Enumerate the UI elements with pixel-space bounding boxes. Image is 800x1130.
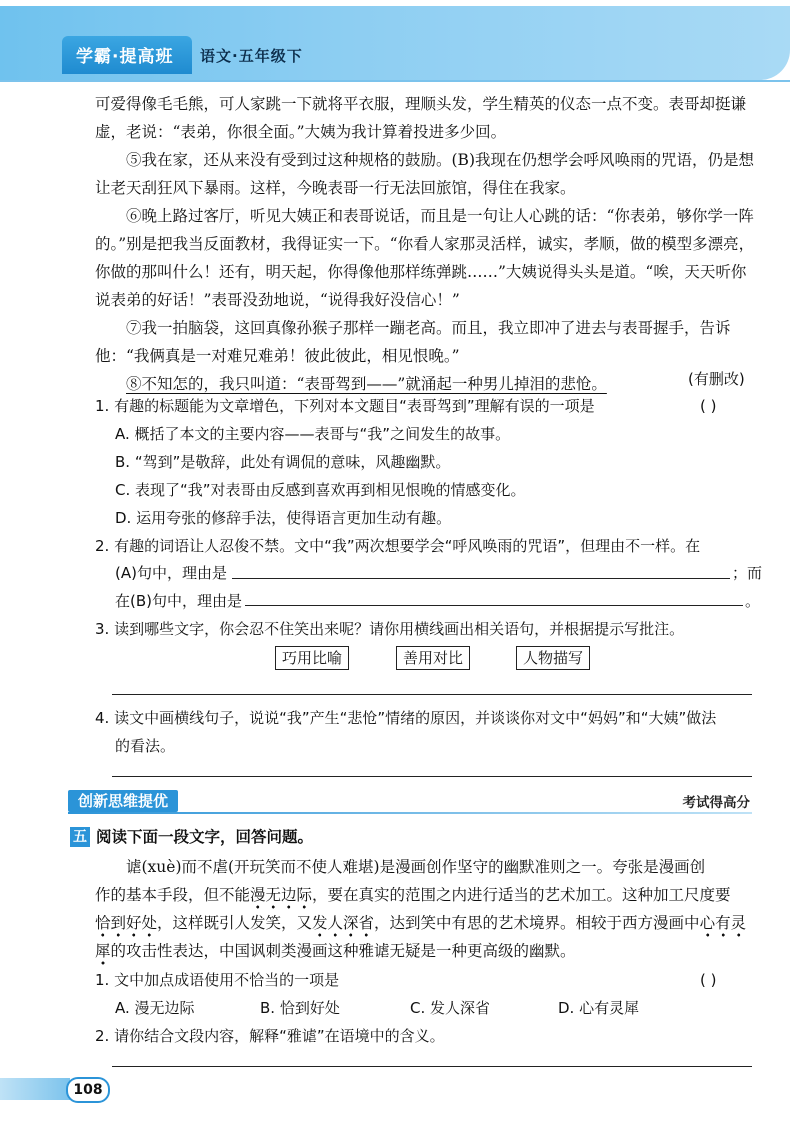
brand-title: 学霸·提高班 (76, 47, 174, 67)
part5-line-4a: 的攻击性表达，中国讽刺类漫画这种雅谑无疑是一种更高级的幽默。 (110, 942, 576, 960)
header-divider (0, 80, 790, 82)
header-banner (0, 0, 800, 88)
q1-option-a[interactable]: A. 概括了本文的主要内容——表哥与“我”之间发生的故事。 (115, 425, 511, 443)
emph-idiom-2: 恰到好处 (95, 914, 157, 938)
q1-option-b[interactable]: B. “驾到”是敬辞，此处有调侃的意味，风趣幽默。 (115, 453, 451, 471)
part5-line-2b: ，要在真实的范围之内进行适当的艺术加工。这种加工尺度要 (312, 886, 731, 904)
part5-line-2a: 作的基本手段，但不能 (95, 886, 251, 904)
answer-line-2b[interactable] (245, 605, 743, 606)
part5-option-d[interactable]: D. 心有灵犀 (558, 999, 640, 1017)
emph-idiom-4a: 心有灵 (700, 914, 747, 938)
tag-contrast: 善用对比 (396, 646, 470, 670)
question-4: 4. 读文中画横线句子，说说“我”产生“悲怆”情绪的原因，并谈谈你对文中“妈妈”和“大姨”做法 (95, 709, 717, 727)
part5-option-c[interactable]: C. 发人深省 (410, 999, 491, 1017)
subject-title: 语文·五年级下 (200, 47, 303, 65)
part5-option-a[interactable]: A. 漫无边际 (115, 999, 195, 1017)
page-number-bar (0, 1078, 70, 1100)
part5-line-4 (95, 937, 755, 965)
page-number: 108 (66, 1077, 110, 1103)
section-rule (68, 812, 752, 814)
passage-para-6: ⑥晚上路过客厅，听见大姨正和表哥说话，而且是一句让人心跳的话：“你表弟，够你学一阵的。”别是把我当反面教材，我得证实一下。“你看人家那灵活样，诚实，孝顺，做的模型多漂亮，你做的那叫什么！还有，明天起，你得像他那样练弹跳……”大姨说得头头是道。“唉，天天听你说表弟的好话！”表哥没劲地说，“说得我好没信心！” (95, 207, 755, 309)
q1-option-d[interactable]: D. 运用夸张的修辞手法，使得语言更加生动有趣。 (115, 509, 452, 527)
question-1: 1. 有趣的标题能为文章增色，下列对本文题目“表哥驾到”理解有误的一项是 (95, 397, 595, 415)
part5-line-2 (95, 881, 755, 909)
underlined-sentence: ⑧不知怎的，我只叫道：“表哥驾到——”就涌起一种男儿掉泪的悲怆。 (126, 375, 607, 393)
source-note: (有删改) (688, 370, 745, 388)
part-title: 阅读下面一段文字，回答问题。 (96, 828, 314, 846)
passage-para-5: ⑤我在家，还从来没有受到过这种规格的鼓励。(B)我现在仍想学会呼风唤雨的咒语，仍是想让老天刮狂风下暴雨。这样，今晚表哥一行无法回旅馆，得住在我家。 (95, 151, 754, 197)
part5-option-b[interactable]: B. 恰到好处 (260, 999, 340, 1017)
section-right-label: 考试得高分 (682, 795, 750, 811)
section-title: 创新思维提优 (68, 790, 178, 812)
part5-line-1: 谑(xuè)而不虐(开玩笑而不使人难堪)是漫画创作坚守的幽默准则之一。夸张是漫画创 (126, 858, 706, 876)
passage-para-cont: 可爱得像毛毛熊，可人家跳一下就将平衣服，理顺头发，学生精英的仪态一点不变。表哥却挺谦虚，老说：“表弟，你很全面。”大姨为我计算着投进多少回。 (95, 95, 747, 141)
answer-line-3[interactable] (112, 694, 752, 695)
question-2: 2. 有趣的词语让人忍俊不禁。文中“我”两次想要学会“呼风唤雨的咒语”，但理由不一样。在 (95, 537, 701, 555)
passage (95, 90, 755, 398)
question-2-a-end: ；而 (732, 564, 763, 582)
emph-idiom-1: 漫无边际 (250, 886, 312, 910)
answer-line-2a[interactable] (232, 578, 730, 579)
q1-option-c[interactable]: C. 表现了“我”对表哥由反感到喜欢再到相见恨晚的情感变化。 (115, 481, 526, 499)
answer-line-4[interactable] (112, 776, 752, 777)
emph-idiom-3: 发人深省 (312, 914, 374, 938)
emph-idiom-4b: 犀 (95, 942, 111, 966)
question-4-cont: 的看法。 (115, 737, 176, 755)
tag-character: 人物描写 (516, 646, 590, 670)
question-2-a-label: (A)句中，理由是 (115, 564, 227, 582)
part5-line-3b: ，达到笑中有思的艺术境界。相较于西方漫画中 (374, 914, 700, 932)
part5-text (95, 853, 755, 965)
part5-question-1: 1. 文中加点成语使用不恰当的一项是 (95, 971, 340, 989)
question-2-b-label: 在(B)句中，理由是 (115, 592, 242, 610)
part5-answer-paren-1[interactable]: ( ) (700, 971, 717, 989)
question-3: 3. 读到哪些文字，你会忍不住笑出来呢？请你用横线画出相关语句，并根据提示写批注。 (95, 620, 685, 638)
answer-paren-1[interactable]: ( ) (700, 397, 717, 415)
part5-question-2: 2. 请你结合文段内容，解释“雅谑”在语境中的含义。 (95, 1027, 445, 1045)
tag-metaphor: 巧用比喻 (275, 646, 349, 670)
part-number-badge: 五 (70, 827, 90, 847)
passage-para-7: ⑦我一拍脑袋，这回真像孙猴子那样一蹦老高。而且，我立即冲了进去与表哥握手，告诉他：“我俩真是一对难兄难弟！彼此彼此，相见恨晚。” (95, 319, 731, 365)
part5-line-3a: ，这样既引人发笑，又 (157, 914, 313, 932)
part5-line-3 (95, 909, 755, 937)
answer-line-5-2[interactable] (112, 1066, 752, 1067)
question-2-b-end: 。 (745, 592, 761, 610)
